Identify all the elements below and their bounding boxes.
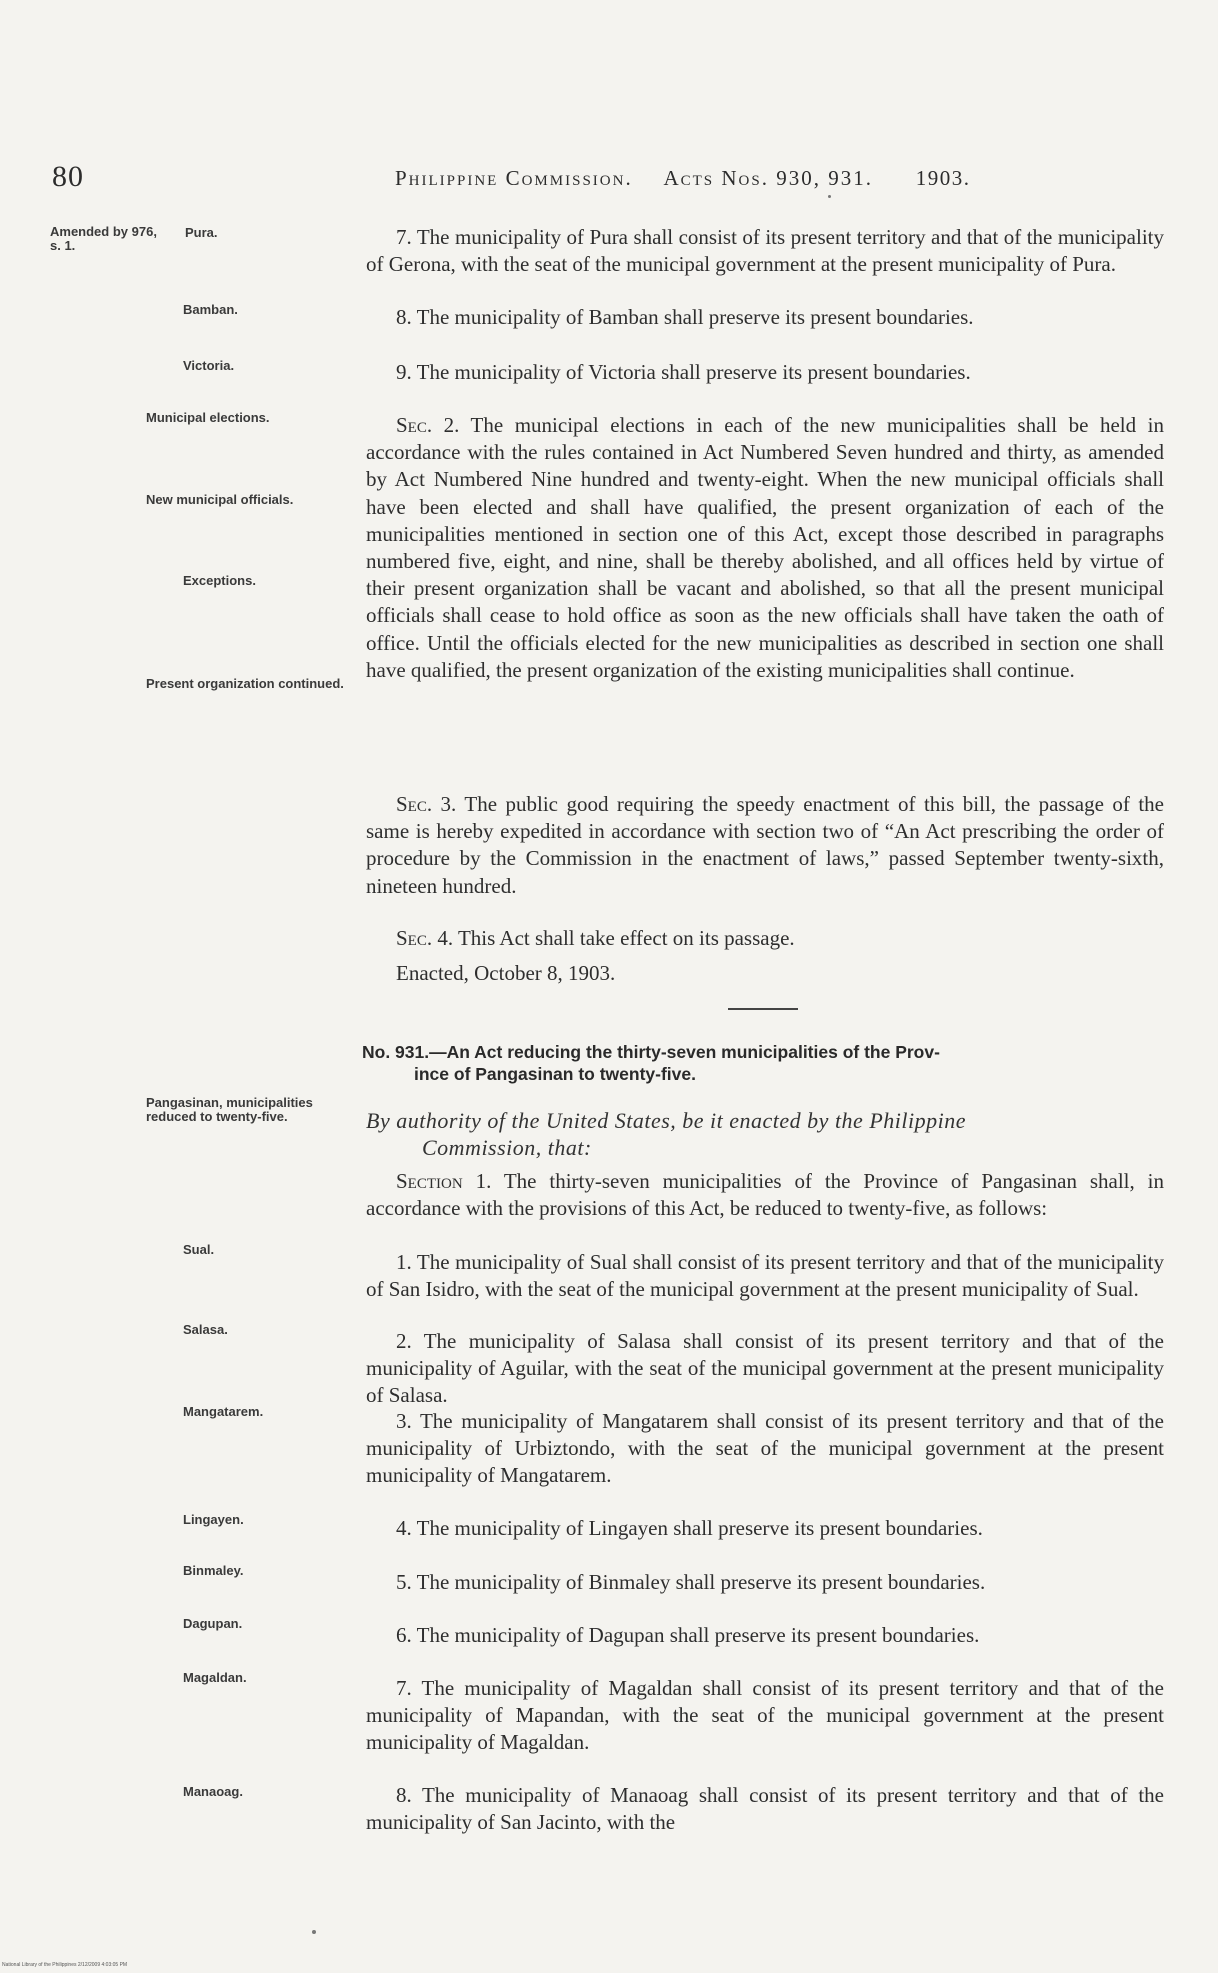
margin-note-exceptions: Exceptions. — [183, 573, 256, 588]
margin-note-bamban: Bamban. — [183, 302, 238, 317]
act-931-heading-line1: No. 931.—An Act reducing the thirty-seven municipalities of the Prov- — [362, 1042, 940, 1062]
scan-fleck — [828, 195, 831, 198]
act-931-paragraph-1-sual: 1. The municipality of Sual shall consist of its present territory and that of the municipality of San Isidro, with the seat of the municipal government at the present municipality of Sual. — [366, 1250, 1164, 1302]
margin-note-lingayen: Lingayen. — [183, 1512, 244, 1527]
enacting-clause — [366, 1107, 1166, 1161]
section-2-label: Sec. 2. — [396, 413, 460, 437]
act-931-paragraph-4-lingayen: 4. The municipality of Lingayen shall preserve its present boundaries. — [396, 1516, 983, 1540]
margin-note-magaldan: Magaldan. — [183, 1670, 247, 1685]
paragraph-9-victoria: 9. The municipality of Victoria shall preserve its present boundaries. — [396, 360, 971, 384]
act-931-heading-line2: ince of Pangasinan to twenty-five. — [414, 1064, 696, 1084]
margin-note-present-organization: Present organization continued. — [146, 676, 344, 691]
margin-note-salasa: Salasa. — [183, 1322, 228, 1337]
act-931-heading — [362, 1041, 1164, 1085]
scan-footer-stamp: National Library of the Philippines 2/12/2009 4:03:05 PM — [2, 1962, 128, 1968]
margin-note-sual: Sual. — [183, 1242, 215, 1257]
act-931-paragraph-3-mangatarem: 3. The municipality of Mangatarem shall consist of its present territory and that of the municipality of Urbiztondo, with the seat of the municipal government at the present municipality of Mangatarem. — [366, 1409, 1164, 1488]
paragraph-8-bamban: 8. The municipality of Bamban shall preserve its present boundaries. — [396, 305, 974, 329]
running-head-acts: Acts Nos. 930, 931. — [663, 166, 873, 190]
margin-note-dagupan: Dagupan. — [183, 1616, 243, 1631]
paragraph-7-pura: 7. The municipality of Pura shall consist of its present territory and that of the municipality of Gerona, with the seat of the municipal government at the present municipality of Pura. — [366, 225, 1164, 277]
page-number: 80 — [52, 160, 84, 193]
section-2: Sec. 2. The municipal elections in each of the new municipalities shall be held in accordance with the rules contained in Act Numbered Seven hundred and thirty, as amended by Act Numbered Nine hundred and twenty-eight. When the new municipal officials shall have been elected and shall have qualified, the present organization of each of the municipalities mentioned in section one of this Act, except those described in paragraphs numbered five, eight, and nine, shall be thereby abolished, and all offices held by virtue of their present organization shall be vacant and abolished, so that all the present municipal officials shall cease to hold office as soon as the new officials shall have taken the oath of office. Until the officials elected for the new municipalities as described in section one shall have qualified, the present organization of the existing municipalities shall continue. — [366, 413, 1164, 682]
margin-note-mangatarem: Mangatarem. — [183, 1404, 264, 1419]
running-head-title: Philippine Commission. — [395, 166, 633, 190]
section-3-label: Sec. 3. — [396, 792, 457, 816]
act-931-section-1-label: Section 1. — [396, 1169, 492, 1193]
margin-note-amended: Amended by 976, s. 1. — [50, 224, 157, 253]
scan-fleck — [312, 1930, 316, 1934]
section-4: Sec. 4. This Act shall take effect on its passage. — [396, 926, 795, 950]
enacting-clause-line1: By authority of the United States, be it enacted by the Philippine — [366, 1108, 966, 1133]
act-931-section-1: Section 1. The thirty-seven municipalities of the Province of Pangasinan shall, in accordance with the provisions of this Act, be reduced to twenty-five, as follows: — [366, 1169, 1164, 1221]
running-head — [395, 166, 970, 191]
margin-note-municipal-elections: Municipal elections. — [146, 410, 270, 425]
margin-note-new-officials: New municipal officials. — [146, 492, 294, 507]
act-931-paragraph-2-salasa: 2. The municipality of Salasa shall consist of its present territory and that of the municipality of Aguilar, with the seat of the municipal government at the present municipality of Salasa. — [366, 1329, 1164, 1408]
act-931-paragraph-7-magaldan: 7. The municipality of Magaldan shall consist of its present territory and that of the municipality of Mapandan, with the seat of the municipal government at the present municipality of Magaldan. — [366, 1676, 1164, 1755]
enacting-clause-line2: Commission, that: — [422, 1135, 592, 1160]
running-head-year: 1903. — [915, 166, 971, 190]
act-931-paragraph-8-manaoag: 8. The municipality of Manaoag shall consist of its present territory and that of the municipality of San Jacinto, with the — [366, 1783, 1164, 1835]
margin-note-manaoag: Manaoag. — [183, 1784, 243, 1799]
margin-note-victoria: Victoria. — [183, 358, 235, 373]
act-931-paragraph-6-dagupan: 6. The municipality of Dagupan shall preserve its present boundaries. — [396, 1623, 980, 1647]
enacted-date: Enacted, October 8, 1903. — [396, 961, 616, 985]
section-4-label: Sec. 4. — [396, 926, 454, 950]
margin-note-pura: Pura. — [185, 225, 218, 240]
margin-note-binmaley: Binmaley. — [183, 1563, 244, 1578]
section-3: Sec. 3. The public good requiring the speedy enactment of this bill, the passage of the same is hereby expedited in accordance with section two of “An Act prescribing the order of procedure by the Commission in the enactment of laws,” passed September twenty-sixth, nineteen hundred. — [366, 792, 1164, 898]
margin-note-pangasinan: Pangasinan, municipalities reduced to twenty-five. — [146, 1095, 313, 1124]
section-divider-rule — [728, 1008, 798, 1010]
act-931-paragraph-5-binmaley: 5. The municipality of Binmaley shall preserve its present boundaries. — [396, 1570, 986, 1594]
